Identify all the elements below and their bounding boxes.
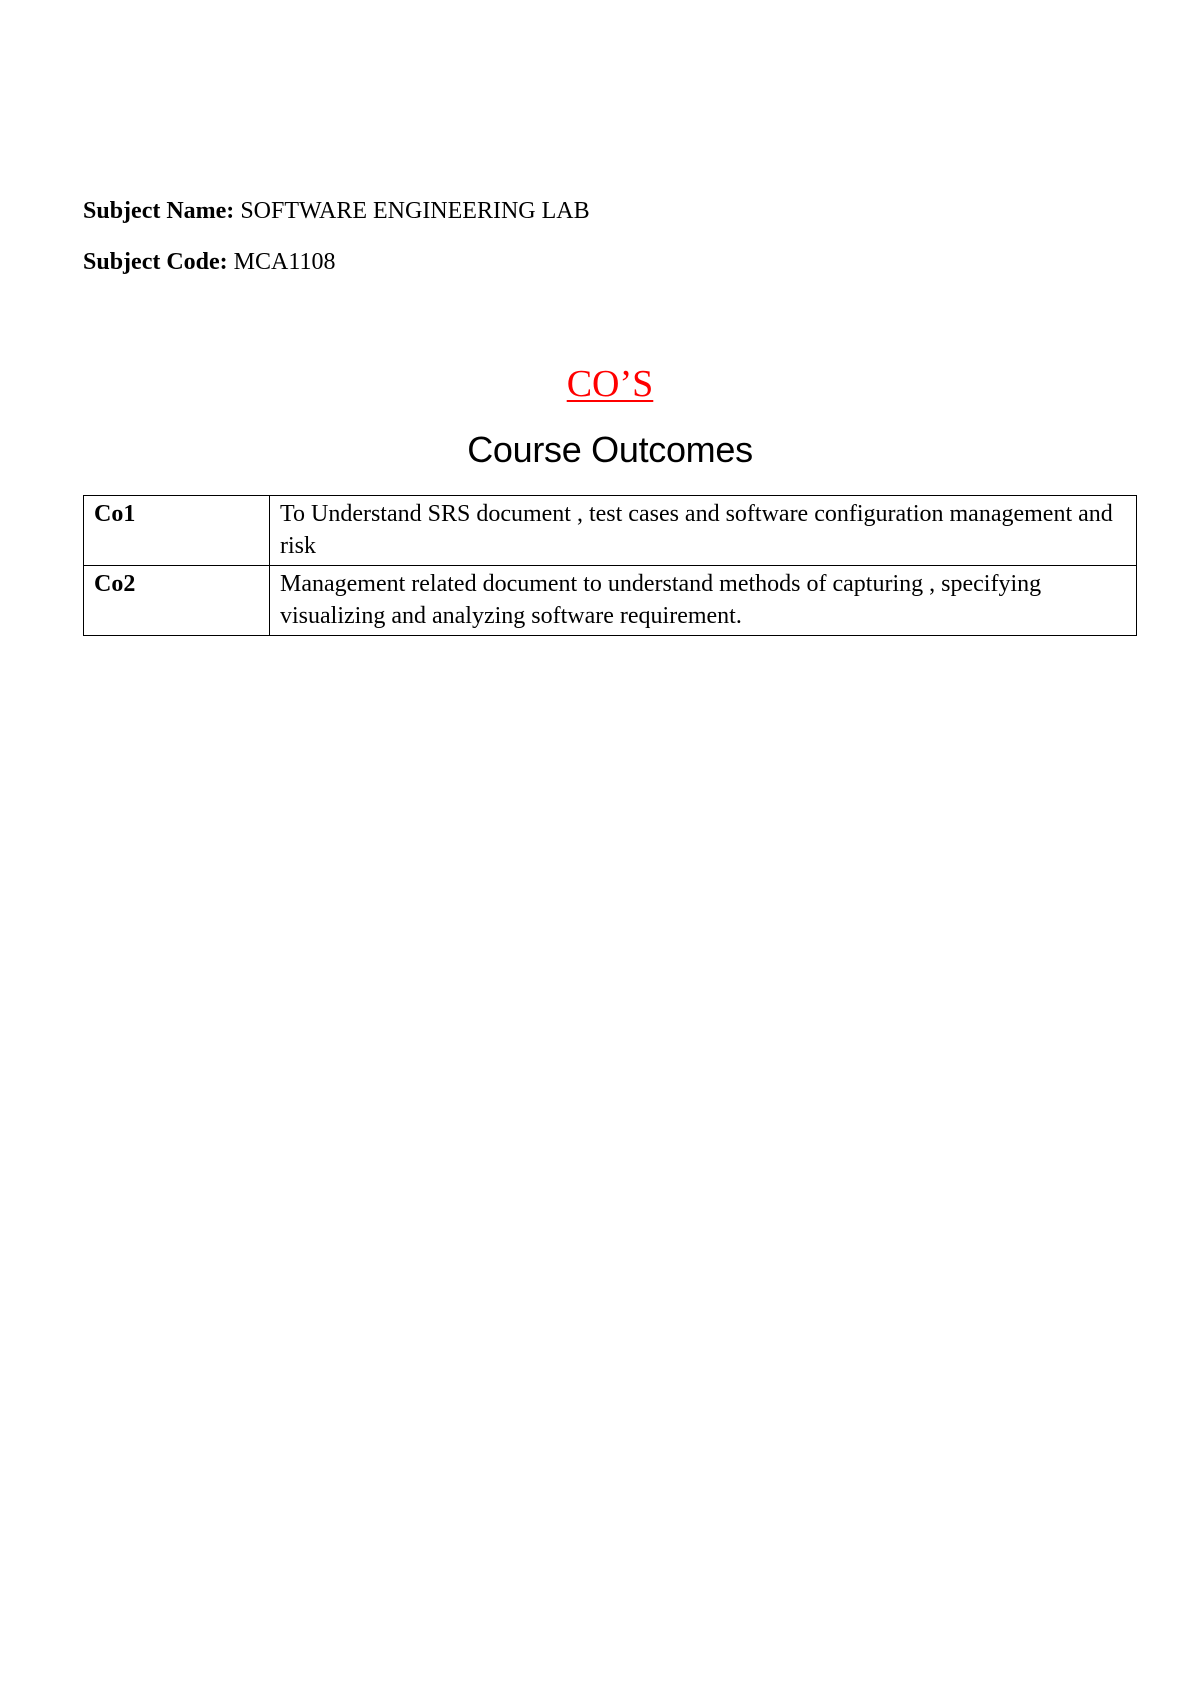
subject-name-line — [83, 196, 590, 226]
table-row — [84, 566, 1137, 636]
subject-code-line — [83, 247, 335, 277]
subject-code-label: Subject Code: — [83, 249, 228, 275]
cos-heading: CO’S — [566, 363, 654, 405]
outcome-code-cell: Co2 — [84, 566, 270, 636]
outcome-description-cell: To Understand SRS document , test cases and software configuration management and risk — [270, 496, 1137, 566]
course-outcomes-heading: Course Outcomes — [467, 429, 753, 470]
table-row — [84, 496, 1137, 566]
subject-name-value: SOFTWARE ENGINEERING LAB — [240, 198, 590, 224]
outcome-description-cell: Management related document to understand methods of capturing , specifying visualizing and analyzing software requirement. — [270, 566, 1137, 636]
outcome-code-cell: Co1 — [84, 496, 270, 566]
subject-name-label: Subject Name: — [83, 198, 235, 224]
subject-code-value: MCA1108 — [233, 249, 336, 275]
course-outcomes-table — [83, 495, 1137, 636]
